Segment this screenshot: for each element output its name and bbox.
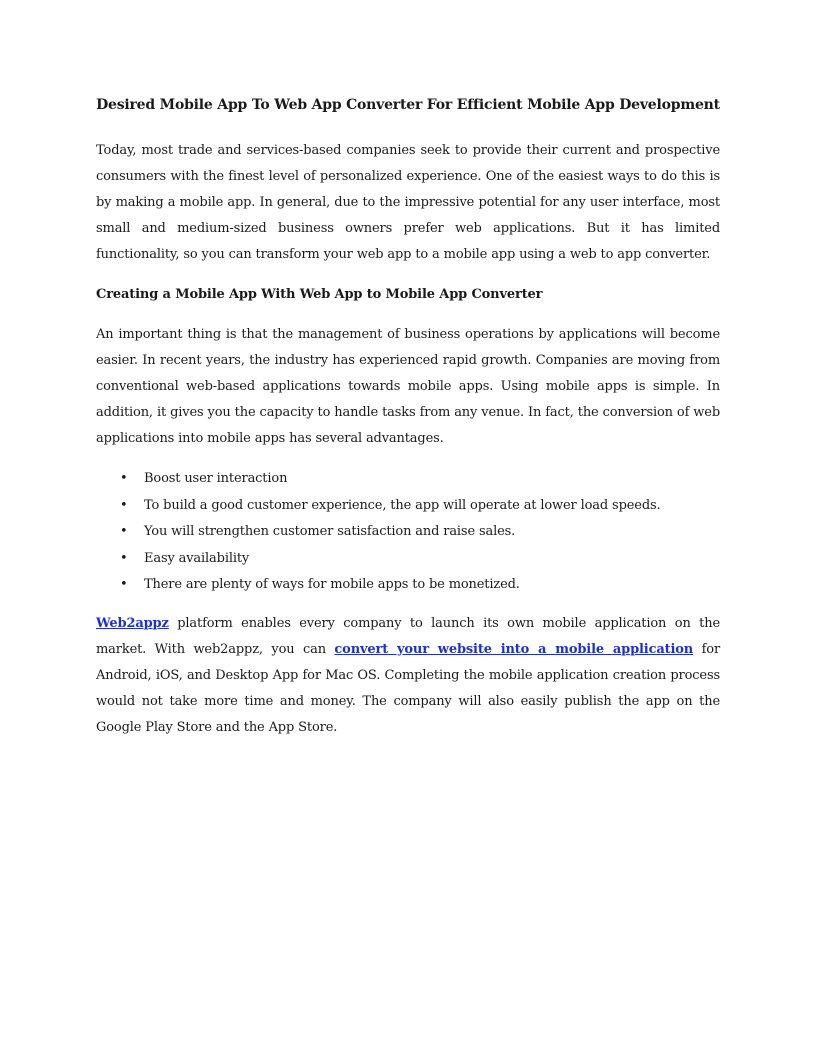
closing-paragraph xyxy=(96,611,720,741)
document-title: Desired Mobile App To Web App Converter For Efficient Mobile App Development xyxy=(96,97,720,113)
list-item xyxy=(96,546,720,573)
bullet-icon: • xyxy=(120,550,128,566)
list-item xyxy=(96,519,720,546)
convert-website-link[interactable]: convert your website into a mobile application xyxy=(334,641,694,657)
intro-paragraph: Today, most trade and services-based companies seek to provide their current and prospective consumers with the finest level of personalized experience. One of the easiest ways to do this is by making a mobile app. In general, due to the impressive potential for any user interface, most small and medium-sized business owners prefer web applications. But it has limited functionality, so you can transform your web app to a mobile app using a web to app converter. xyxy=(96,143,720,262)
list-item-text: Boost user interaction xyxy=(144,471,288,486)
list-item xyxy=(96,466,720,493)
web2appz-link[interactable]: Web2appz xyxy=(96,615,169,631)
list-item-text: Easy availability xyxy=(144,550,250,566)
closing-text-part-1: platform enables every company to launch its own mobile application on the market. With web2appz, you can xyxy=(96,615,720,657)
bullet-icon: • xyxy=(120,497,128,513)
list-item xyxy=(96,572,720,599)
list-item-text: There are plenty of ways for mobile apps to be monetized. xyxy=(144,577,520,592)
section-heading: Creating a Mobile App With Web App to Mobile App Converter xyxy=(96,287,543,302)
document-body xyxy=(96,94,720,755)
list-item xyxy=(96,493,720,520)
bullet-icon: • xyxy=(120,524,128,539)
closing-text-part-2: for Android, iOS, and Desktop App for Mac OS. Completing the mobile application creation process would not take more time and money. The company will also easily publish the app on the Google Play Store and the App Store. xyxy=(96,641,721,735)
list-item-text: To build a good customer experience, the app will operate at lower load speeds. xyxy=(144,497,661,513)
advantages-list xyxy=(96,466,720,599)
bullet-icon: • xyxy=(120,471,128,486)
list-item-text: You will strengthen customer satisfaction and raise sales. xyxy=(144,524,516,539)
bullet-icon: • xyxy=(120,577,128,592)
section-paragraph: An important thing is that the management of business operations by applications will become easier. In recent years, the industry has experienced rapid growth. Companies are moving from conventional web-based applications towards mobile apps. Using mobile apps is simple. In addition, it gives you the capacity to handle tasks from any venue. In fact, the conversion of web applications into mobile apps has several advantages. xyxy=(96,327,720,446)
